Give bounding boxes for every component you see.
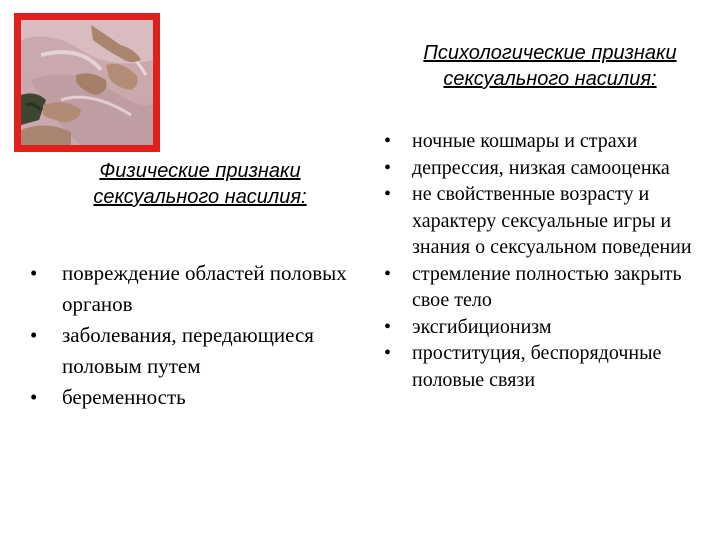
list-item: • повреждение областей половых органов [28, 258, 358, 320]
hands-on-sheet-photo [21, 20, 153, 145]
list-item: • проституция, беспорядочные половые связи [382, 340, 712, 393]
list-item: • ночные кошмары и страхи [382, 128, 712, 155]
list-item: • заболевания, передающиеся половым путем [28, 320, 358, 382]
list-item: • не свойственные возрасту и характеру сексуальные игры и знания о сексуальном поведении [382, 181, 712, 261]
list-item: • депрессия, низкая самооценка [382, 155, 712, 182]
psychological-signs-list [382, 128, 712, 393]
physical-signs-list [28, 258, 358, 413]
illustration-photo-frame [14, 13, 160, 152]
list-item: • беременность [28, 382, 358, 413]
list-item: • эксгибиционизм [382, 314, 712, 341]
physical-signs-heading: Физические признаки сексуального насилия: [93, 160, 307, 208]
list-item: • стремление полностью закрыть свое тело [382, 261, 712, 314]
psychological-signs-heading: Психологические признаки сексуального насилия: [423, 42, 677, 90]
